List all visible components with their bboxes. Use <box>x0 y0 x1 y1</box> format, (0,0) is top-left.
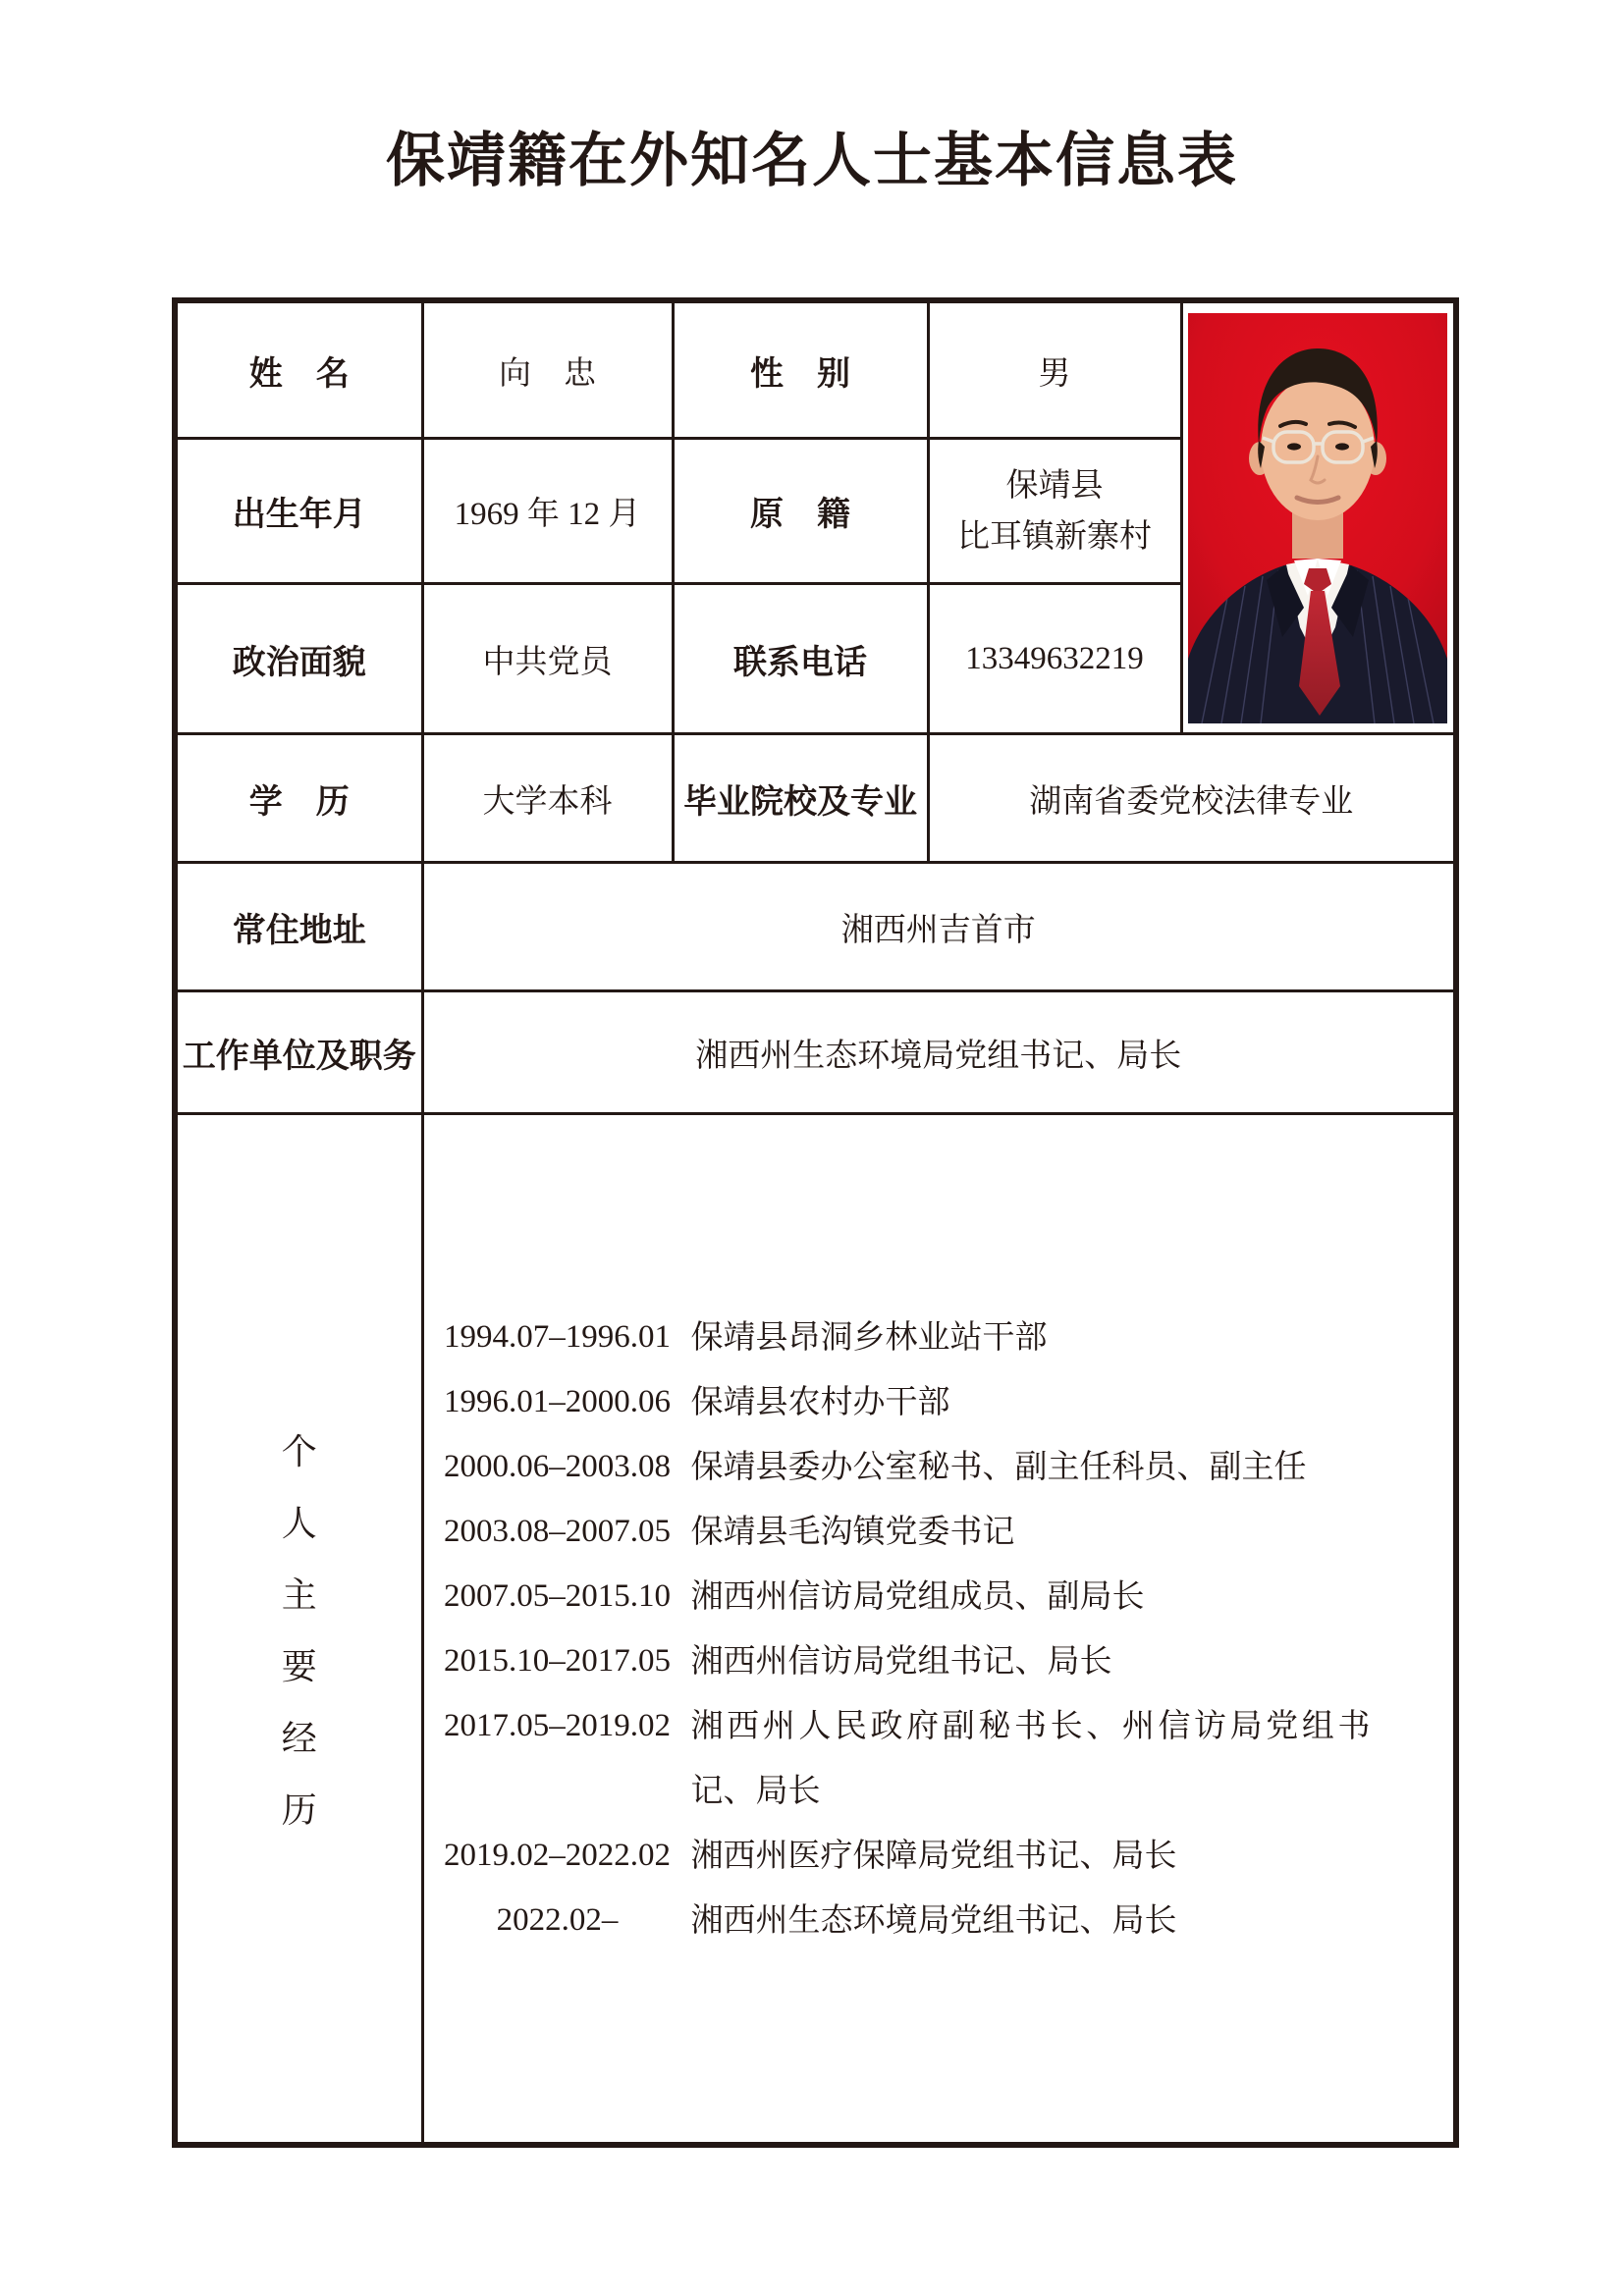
field-label-school: 毕业院校及专业 <box>673 734 928 863</box>
experience-item <box>424 1434 1454 1499</box>
experience-desc: 保靖县委办公室秘书、副主任科员、副主任 <box>690 1448 1307 1484</box>
experience-period: 2015.10–2017.05 <box>444 1643 671 1679</box>
field-label-work: 工作单位及职务 <box>175 991 422 1114</box>
field-label-phone: 联系电话 <box>673 584 928 734</box>
experience-period: 2003.08–2007.05 <box>444 1514 671 1549</box>
experience-label-char: 主 <box>281 1575 317 1615</box>
experience-label-char: 人 <box>281 1503 317 1543</box>
row-name-gender <box>175 300 1456 439</box>
experience-item <box>424 1369 1454 1434</box>
experience-period: 2007.05–2015.10 <box>444 1578 671 1614</box>
experience-vertical-label <box>178 1424 421 1833</box>
portrait-photo <box>1188 313 1447 723</box>
experience-desc: 保靖县昂洞乡林业站干部 <box>690 1318 1048 1355</box>
field-label-gender: 性 别 <box>673 300 928 439</box>
row-work <box>175 991 1456 1114</box>
experience-content-cell <box>422 1114 1456 2146</box>
experience-label-char: 要 <box>281 1646 317 1686</box>
field-value-political: 中共党员 <box>422 584 673 734</box>
experience-desc: 湘西州医疗保障局党组书记、局长 <box>690 1837 1177 1873</box>
field-label-address: 常住地址 <box>175 863 422 991</box>
field-label-origin: 原 籍 <box>673 439 928 584</box>
experience-item <box>424 1693 1454 1823</box>
photo-cell <box>1181 300 1456 734</box>
experience-period: 2017.05–2019.02 <box>444 1708 671 1743</box>
experience-period: 2022.02– <box>496 1902 619 1938</box>
experience-label-char: 个 <box>281 1431 317 1471</box>
field-value-origin <box>928 439 1181 584</box>
experience-period: 2000.06–2003.08 <box>444 1449 671 1484</box>
experience-period: 1996.01–2000.06 <box>444 1384 671 1419</box>
field-label-political: 政治面貌 <box>175 584 422 734</box>
row-address <box>175 863 1456 991</box>
origin-line1: 保靖县 <box>1005 467 1104 504</box>
row-experience <box>175 1114 1456 2146</box>
experience-desc: 保靖县毛沟镇党委书记 <box>690 1513 1015 1549</box>
field-value-address: 湘西州吉首市 <box>422 863 1456 991</box>
experience-desc: 湘西州信访局党组成员、副局长 <box>690 1577 1145 1614</box>
experience-period: 1994.07–1996.01 <box>444 1319 671 1355</box>
field-value-birth: 1969 年 12 月 <box>422 439 673 584</box>
info-table <box>172 297 1459 2148</box>
field-label-birth: 出生年月 <box>175 439 422 584</box>
experience-item <box>424 1305 1454 1369</box>
experience-label-char: 经 <box>281 1718 317 1758</box>
field-value-work: 湘西州生态环境局党组书记、局长 <box>422 991 1456 1114</box>
field-label-name: 姓 名 <box>175 300 422 439</box>
field-value-education: 大学本科 <box>422 734 673 863</box>
page-title: 保靖籍在外知名人士基本信息表 <box>386 129 1238 193</box>
experience-item <box>424 1564 1454 1629</box>
field-label-education: 学 历 <box>175 734 422 863</box>
field-value-school: 湖南省委党校法律专业 <box>928 734 1456 863</box>
field-value-gender: 男 <box>928 300 1181 439</box>
experience-desc: 湘西州人民政府副秘书长、州信访局党组书记、局长 <box>690 1707 1371 1808</box>
experience-item <box>424 1629 1454 1693</box>
experience-label-cell <box>175 1114 422 2146</box>
experience-label-char: 历 <box>281 1789 317 1830</box>
row-education-school <box>175 734 1456 863</box>
experience-item <box>424 1888 1454 1952</box>
experience-item <box>424 1499 1454 1564</box>
experience-period: 2019.02–2022.02 <box>444 1838 671 1873</box>
field-value-phone: 13349632219 <box>928 584 1181 734</box>
experience-desc: 湘西州生态环境局党组书记、局长 <box>690 1901 1177 1938</box>
origin-line2: 比耳镇新寨村 <box>957 518 1152 555</box>
experience-item <box>424 1823 1454 1888</box>
field-value-name: 向 忠 <box>422 300 673 439</box>
experience-desc: 保靖县农村办干部 <box>690 1383 950 1419</box>
experience-desc: 湘西州信访局党组书记、局长 <box>690 1642 1112 1679</box>
